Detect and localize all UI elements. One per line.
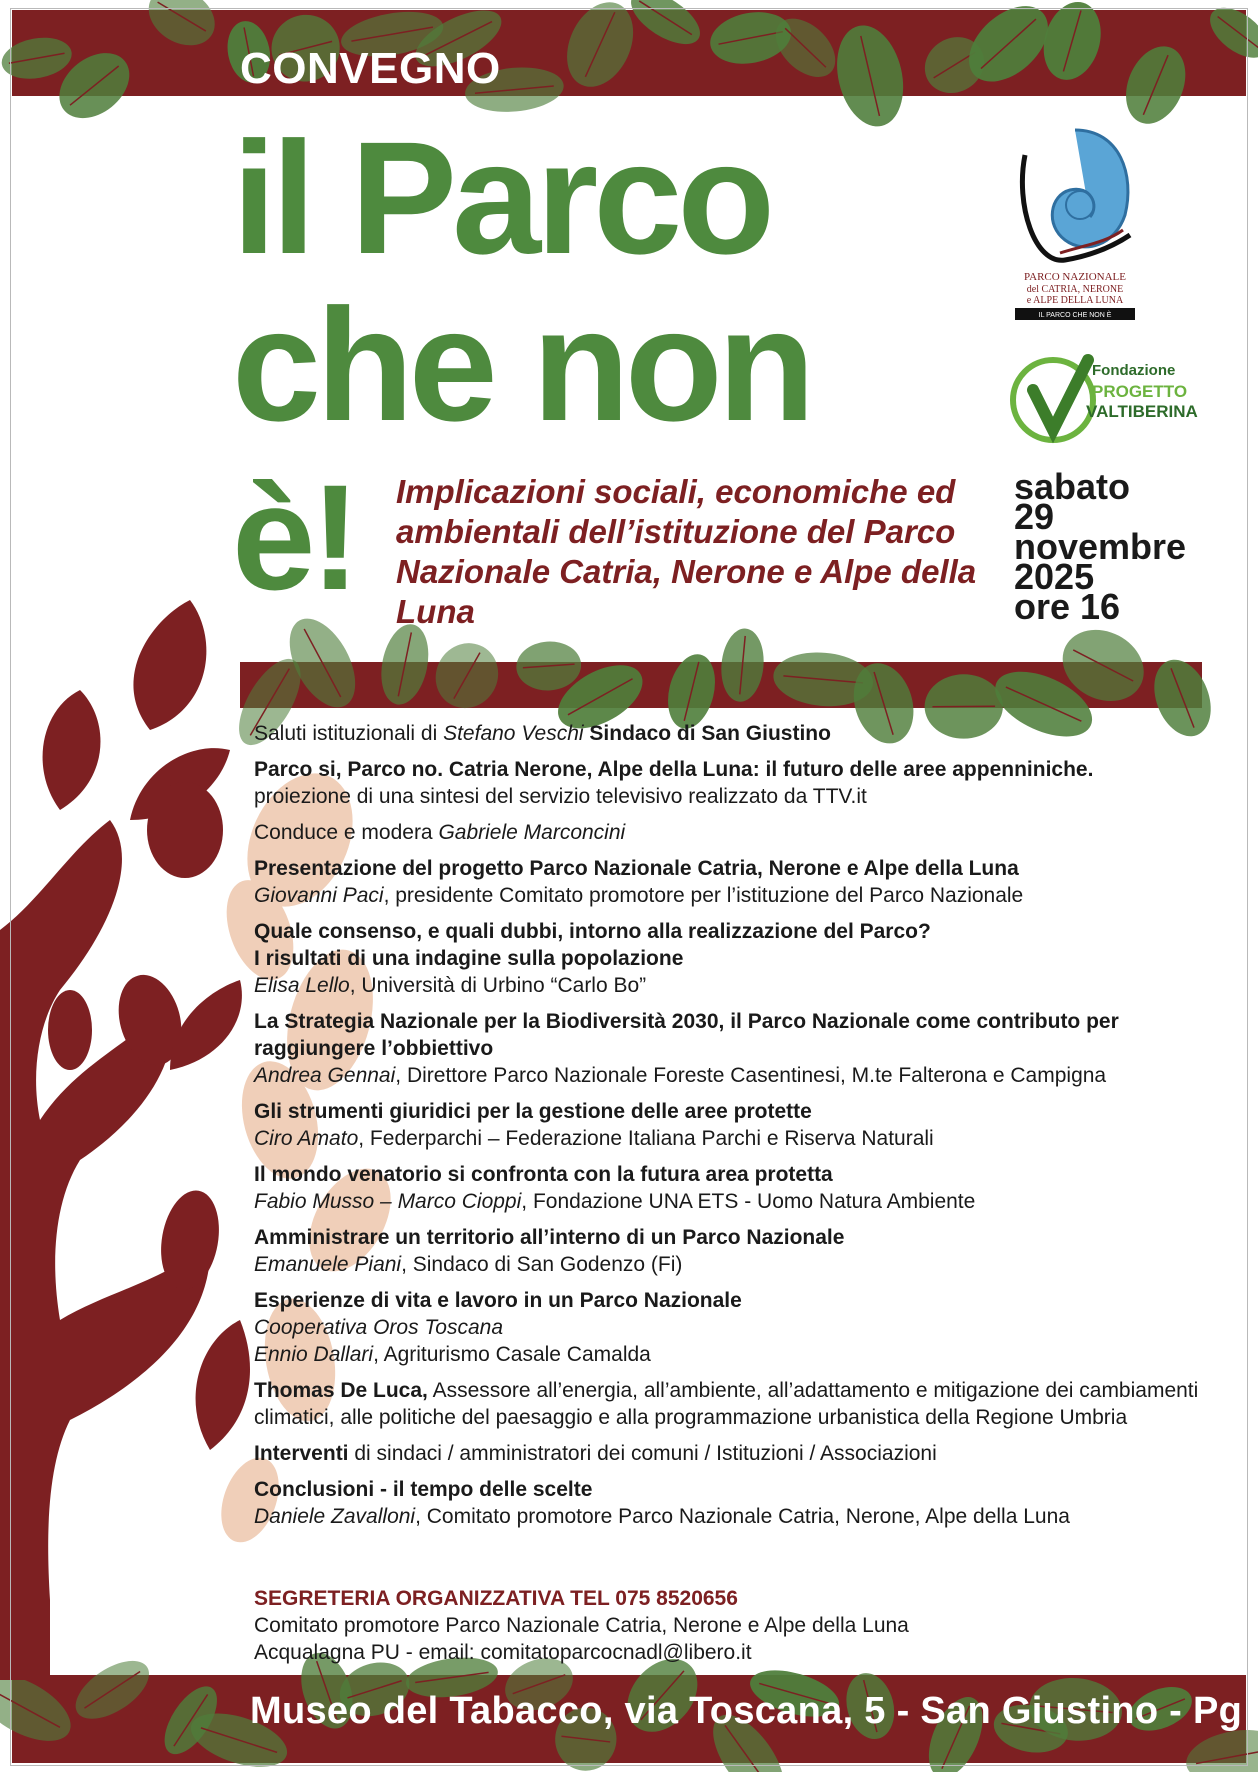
- segreteria-line-1: Comitato promotore Parco Nazionale Catria, Nerone e Alpe della Luna: [254, 1614, 909, 1637]
- date-time: ore 16: [1014, 586, 1121, 627]
- segreteria-block: [254, 1585, 909, 1666]
- item-name: Ciro Amato: [254, 1127, 359, 1150]
- date-month: novembre: [1014, 526, 1187, 567]
- program-item: [254, 1440, 1214, 1467]
- event-date: [1014, 466, 1187, 627]
- item-title: Amministrare un territorio all’interno di un Parco Nazionale: [254, 1226, 845, 1249]
- logo1-line2: del CATRIA, NERONE: [1026, 284, 1124, 295]
- item-title: Quale consenso, e quali dubbi, intorno alla realizzazione del Parco?: [254, 920, 931, 943]
- leaf-pattern: [12, 10, 1246, 96]
- program-item-saluti: [254, 720, 1214, 747]
- saluti-name: Stefano Veschi: [443, 722, 584, 745]
- item-desc: proiezione di una sintesi del servizio televisivo realizzato da TTV.it: [254, 785, 867, 808]
- fondazione-logo: [1008, 345, 1198, 450]
- item-lead: Thomas De Luca,: [254, 1379, 428, 1402]
- item-name: Gabriele Marconcini: [438, 821, 626, 844]
- item-desc-2: , Agriturismo Casale Camalda: [373, 1343, 651, 1366]
- program-item: [254, 1161, 1214, 1215]
- item-name-2: Ennio Dallari: [254, 1343, 374, 1366]
- saluti-role: Sindaco di San Giustino: [583, 722, 831, 745]
- item-lead: Interventi: [254, 1442, 349, 1465]
- program-item: [254, 1476, 1214, 1530]
- leaf-shape: [622, 0, 708, 55]
- program-item: [254, 1287, 1214, 1368]
- item-title: Gli strumenti giuridici per la gestione delle aree protette: [254, 1100, 812, 1123]
- item-desc: , Comitato promotore Parco Nazionale Catria, Nerone, Alpe della Luna: [415, 1505, 1070, 1528]
- date-year: 2025: [1014, 556, 1095, 597]
- item-title: Parco si, Parco no. Catria Nerone, Alpe della Luna: il futuro delle aree appenniniche.: [254, 758, 1094, 781]
- saluti-prefix: Saluti istituzionali di: [254, 722, 444, 745]
- item-desc: , Direttore Parco Nazionale Foreste Casentinesi, M.te Falterona e Campigna: [395, 1064, 1107, 1087]
- item-name: Andrea Gennai: [254, 1064, 396, 1087]
- item-name: Giovanni Paci: [254, 884, 384, 907]
- program-item: [254, 1098, 1214, 1152]
- item-title: Il mondo venatorio si confronta con la futura area protetta: [254, 1163, 833, 1186]
- program-item: [254, 819, 1214, 846]
- leaf-shape: [138, 0, 225, 57]
- item-desc: , Fondazione UNA ETS - Uomo Natura Ambiente: [521, 1190, 976, 1213]
- date-day: sabato: [1014, 466, 1131, 507]
- item-name: Cooperativa Oros Toscana: [254, 1316, 504, 1339]
- item-title: Presentazione del progetto Parco Nazionale Catria, Nerone e Alpe della Luna: [254, 857, 1019, 880]
- parco-nazionale-logo: [1005, 125, 1145, 325]
- program-item: [254, 1008, 1214, 1089]
- logo2-line2: PROGETTO: [1092, 382, 1188, 401]
- item-title: Esperienze di vita e lavoro in un Parco Nazionale: [254, 1289, 742, 1312]
- item-desc: Assessore all’energia, all’ambiente, all’adattamento e mitigazione dei cambiamenti climatici, alle politiche del paesaggio e alla programmazione urbanistica della Regione Umbria: [254, 1379, 1199, 1429]
- logo1-tag: IL PARCO CHE NON È: [1038, 312, 1112, 319]
- title-line-1: il Parco: [232, 108, 771, 287]
- subtitle: Implicazioni sociali, economiche ed ambientali dell’istituzione del Parco Nazionale Catria, Nerone e Alpe della Luna: [396, 473, 977, 630]
- item-name: Daniele Zavalloni: [254, 1505, 416, 1528]
- program-item: [254, 918, 1214, 999]
- leaf-shape: [1201, 0, 1258, 68]
- date-number: 29: [1014, 496, 1055, 537]
- item-title: Conclusioni - il tempo delle scelte: [254, 1478, 593, 1501]
- item-desc: , presidente Comitato promotore per l’istituzione del Parco Nazionale: [383, 884, 1024, 907]
- program-list: [254, 720, 1214, 1539]
- segreteria-title: SEGRETERIA ORGANIZZATIVA TEL 075 8520656: [254, 1587, 738, 1610]
- program-item: [254, 1377, 1214, 1431]
- item-name: Fabio Musso – Marco Cioppi: [254, 1190, 522, 1213]
- item-desc: , Università di Urbino “Carlo Bo”: [349, 974, 647, 997]
- title-line-2: che non: [232, 275, 811, 454]
- checkmark-logo-icon: [1013, 360, 1093, 440]
- logo2-line3: VALTIBERINA: [1086, 402, 1198, 421]
- kicker-label: CONVEGNO: [240, 44, 501, 93]
- item-desc: , Federparchi – Federazione Italiana Parchi e Riserva Naturali: [358, 1127, 934, 1150]
- item-desc: di sindaci / amministratori dei comuni / Istituzioni / Associazioni: [348, 1442, 937, 1465]
- program-item: [254, 756, 1214, 810]
- shell-salamander-logo-icon: [1022, 130, 1130, 260]
- header-leaf-band: [12, 10, 1246, 96]
- segreteria-line-2: Acqualagna PU - email: comitatoparcocnadl@libero.it: [254, 1641, 752, 1664]
- program-item: [254, 1224, 1214, 1278]
- item-title: La Strategia Nazionale per la Biodiversità 2030, il Parco Nazionale come contributo per raggiungere l’obbiettivo: [254, 1010, 1119, 1060]
- program-item: [254, 855, 1214, 909]
- item-name: Emanuele Piani: [254, 1253, 402, 1276]
- title-line-3: è!: [232, 453, 356, 621]
- item-desc: , Sindaco di San Godenzo (Fi): [401, 1253, 683, 1276]
- item-pre: Conduce e modera: [254, 821, 439, 844]
- logo2-line1: Fondazione: [1092, 362, 1176, 379]
- logo1-line1: PARCO NAZIONALE: [1024, 271, 1126, 283]
- item-name: Elisa Lello: [254, 974, 350, 997]
- item-title-2: I risultati di una indagine sulla popolazione: [254, 947, 684, 970]
- venue-address: Museo del Tabacco, via Toscana, 5 - San Giustino - Pg: [250, 1690, 1243, 1732]
- leaf-shape: [554, 0, 646, 97]
- logo1-line3: e ALPE DELLA LUNA: [1026, 295, 1124, 306]
